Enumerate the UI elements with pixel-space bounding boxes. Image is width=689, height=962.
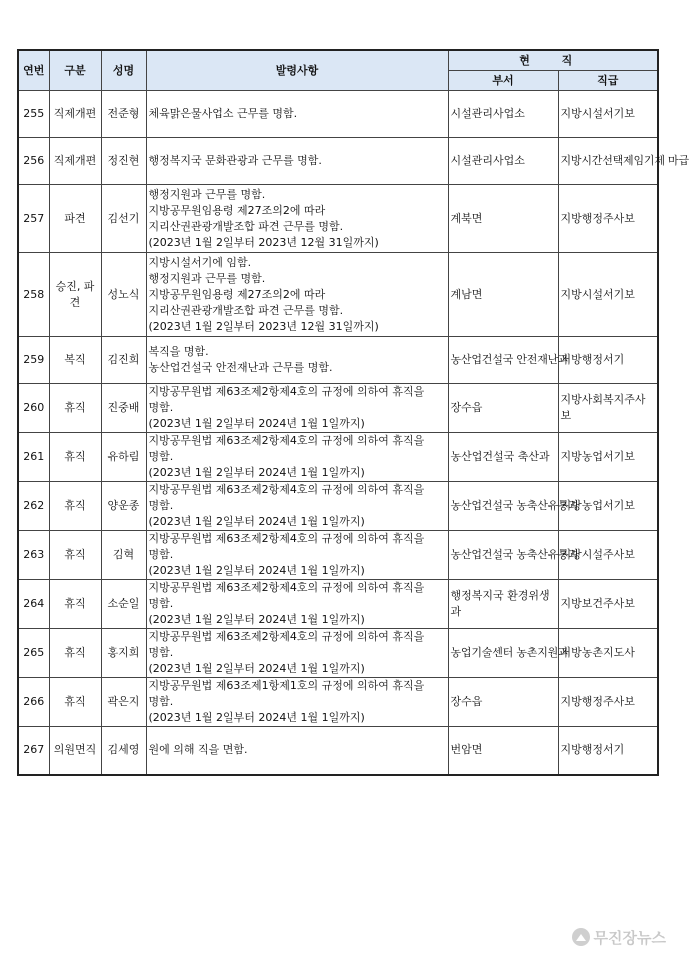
detail-line: 명함.: [148, 450, 174, 463]
row-category: 복직: [49, 337, 101, 384]
row-dept: 번암면: [448, 727, 558, 775]
row-category: 직제개편: [49, 91, 101, 138]
detail-line: (2023년 1월 2일부터 2024년 1월 1일까지): [148, 515, 365, 528]
detail-line: 체육맑은물사업소 근무를 명함.: [148, 107, 298, 120]
row-details: [146, 185, 448, 253]
row-name: 김선기: [101, 185, 146, 253]
detail-line: 지방공무원법 제63조제2항제4호의 규정에 의하여 휴직을: [148, 385, 425, 398]
row-details: [146, 253, 448, 337]
detail-line: 행정지원과 근무를 명함.: [148, 271, 266, 285]
row-details: [146, 531, 448, 580]
row-name: 진중배: [101, 384, 146, 433]
row-dept: 시설관리사업소: [448, 138, 558, 185]
row-dept: 농업기술센터 농촌지원과: [448, 629, 558, 678]
detail-line: 지방공무원법 제63조제1항제1호의 규정에 의하여 휴직을: [148, 679, 425, 692]
detail-line: 농산업건설국 안전재난과 근무를 명함.: [148, 361, 333, 374]
row-name: 양운종: [101, 482, 146, 531]
header-current-position: 현 직: [448, 50, 658, 71]
row-grade: 지방농업서기보: [558, 482, 658, 531]
row-grade: 지방농업서기보: [558, 433, 658, 482]
detail-line: (2023년 1월 2일부터 2023년 12월 31일까지): [148, 319, 379, 333]
row-dept: 농산업건설국 농축산유통과: [448, 531, 558, 580]
detail-line: 명함.: [148, 695, 174, 708]
detail-line: 지방공무원법 제63조제2항제4호의 규정에 의하여 휴직을: [148, 630, 425, 643]
detail-line: 지방공무원법 제63조제2항제4호의 규정에 의하여 휴직을: [148, 532, 425, 545]
row-number: 257: [18, 185, 49, 253]
row-name: 곽은지: [101, 678, 146, 727]
row-category: 승진, 파견: [49, 253, 101, 337]
row-grade: 지방사회복지주사보: [558, 384, 658, 433]
header-no: 연번: [18, 50, 49, 91]
row-details: [146, 678, 448, 727]
detail-line: (2023년 1월 2일부터 2024년 1월 1일까지): [148, 711, 365, 724]
table-row: [18, 727, 658, 775]
row-category: 휴직: [49, 629, 101, 678]
row-dept: 농산업건설국 축산과: [448, 433, 558, 482]
table-body: [18, 91, 689, 775]
watermark-text: 무진장뉴스: [593, 928, 666, 947]
table-row: [18, 91, 658, 138]
table-row: [18, 629, 658, 678]
detail-line: 행정지원과 근무를 명함.: [148, 187, 266, 201]
detail-line: 지리산권관광개발조합 파견 근무를 명함.: [148, 303, 344, 317]
row-number: 262: [18, 482, 49, 531]
row-name: 김세영: [101, 727, 146, 775]
row-dept: 장수읍: [448, 384, 558, 433]
row-number: 265: [18, 629, 49, 678]
table-row: [18, 482, 658, 531]
detail-line: 명함.: [148, 646, 174, 659]
row-dept: 시설관리사업소: [448, 91, 558, 138]
detail-line: 명함.: [148, 401, 174, 414]
row-category: 휴직: [49, 482, 101, 531]
row-category: 휴직: [49, 580, 101, 629]
header-category: 구분: [49, 50, 101, 91]
table-header: [18, 50, 658, 91]
row-details: [146, 727, 448, 775]
row-number: 263: [18, 531, 49, 580]
row-dept: 계북면: [448, 185, 558, 253]
row-category: 휴직: [49, 384, 101, 433]
row-dept: 농산업건설국 안전재난과: [448, 337, 558, 384]
detail-line: 명함.: [148, 499, 174, 512]
detail-line: (2023년 1월 2일부터 2023년 12월 31일까지): [148, 235, 379, 249]
row-name: 소순일: [101, 580, 146, 629]
row-number: 256: [18, 138, 49, 185]
detail-line: 지방공무원법 제63조제2항제4호의 규정에 의하여 휴직을: [148, 483, 425, 496]
detail-line: 지방공무원법 제63조제2항제4호의 규정에 의하여 휴직을: [148, 581, 425, 594]
row-number: 261: [18, 433, 49, 482]
header-grade: 직급: [558, 71, 658, 91]
detail-line: 명함.: [148, 548, 174, 561]
table-row: [18, 531, 658, 580]
detail-line: 원에 의해 직을 면함.: [148, 743, 248, 757]
detail-line: (2023년 1월 2일부터 2024년 1월 1일까지): [148, 662, 365, 675]
row-grade: 지방행정주사보: [558, 678, 658, 727]
row-name: 정진현: [101, 138, 146, 185]
row-category: 휴직: [49, 678, 101, 727]
row-category: 의원면직: [49, 727, 101, 775]
detail-line: 지방공무원임용령 제27조의2에 따라: [148, 287, 326, 301]
row-grade: 지방보건주사보: [558, 580, 658, 629]
row-grade: 지방시간선택제임기제 마급: [558, 138, 658, 185]
row-dept: 계남면: [448, 253, 558, 337]
row-category: 휴직: [49, 531, 101, 580]
row-dept: 농산업건설국 농축산유통과: [448, 482, 558, 531]
row-category: 파견: [49, 185, 101, 253]
row-dept: 행정복지국 환경위생과: [448, 580, 558, 629]
row-details: [146, 337, 448, 384]
detail-line: (2023년 1월 2일부터 2024년 1월 1일까지): [148, 417, 365, 430]
row-name: 김혁: [101, 531, 146, 580]
header-details: 발령사항: [146, 50, 448, 91]
row-details: [146, 91, 448, 138]
detail-line: 지리산권관광개발조합 파견 근무를 명함.: [148, 219, 344, 233]
row-grade: 지방행정서기: [558, 727, 658, 775]
detail-line: 명함.: [148, 597, 174, 610]
table-row: [18, 185, 658, 253]
table-row: [18, 384, 658, 433]
detail-line: 지방시설서기에 임함.: [148, 255, 252, 269]
row-details: [146, 384, 448, 433]
row-name: 김진희: [101, 337, 146, 384]
watermark: [572, 926, 666, 948]
row-details: [146, 580, 448, 629]
table-row: [18, 433, 658, 482]
row-grade: 지방시설주사보: [558, 531, 658, 580]
detail-line: (2023년 1월 2일부터 2024년 1월 1일까지): [148, 466, 365, 479]
row-grade: 지방농촌지도사: [558, 629, 658, 678]
row-grade: 지방행정서기: [558, 337, 658, 384]
row-name: 유하림: [101, 433, 146, 482]
row-category: 휴직: [49, 433, 101, 482]
row-details: [146, 433, 448, 482]
detail-line: 지방공무원법 제63조제2항제4호의 규정에 의하여 휴직을: [148, 434, 425, 447]
header-name: 성명: [101, 50, 146, 91]
appointment-table: [17, 49, 689, 776]
detail-line: (2023년 1월 2일부터 2024년 1월 1일까지): [148, 564, 365, 577]
row-number: 264: [18, 580, 49, 629]
table-row: [18, 580, 658, 629]
row-number: 266: [18, 678, 49, 727]
table-row: [18, 138, 658, 185]
table-row: [18, 337, 658, 384]
row-grade: 지방행정주사보: [558, 185, 658, 253]
row-name: 성노식: [101, 253, 146, 337]
table-row: [18, 678, 658, 727]
detail-line: 지방공무원임용령 제27조의2에 따라: [148, 203, 326, 217]
row-number: 267: [18, 727, 49, 775]
row-details: [146, 629, 448, 678]
row-dept: 장수읍: [448, 678, 558, 727]
header-dept: 부서: [448, 71, 558, 91]
row-details: [146, 482, 448, 531]
row-number: 258: [18, 253, 49, 337]
table-row: [18, 253, 658, 337]
detail-line: 복직을 명함.: [148, 345, 209, 358]
row-number: 260: [18, 384, 49, 433]
row-number: 259: [18, 337, 49, 384]
mountain-logo-icon: [572, 928, 590, 946]
row-grade: 지방시설서기보: [558, 91, 658, 138]
row-details: [146, 138, 448, 185]
row-grade: 지방시설서기보: [558, 253, 658, 337]
row-name: 홍지희: [101, 629, 146, 678]
detail-line: 행정복지국 문화관광과 근무를 명함.: [148, 154, 322, 167]
detail-line: (2023년 1월 2일부터 2024년 1월 1일까지): [148, 613, 365, 626]
row-number: 255: [18, 91, 49, 138]
row-name: 전준형: [101, 91, 146, 138]
row-category: 직제개편: [49, 138, 101, 185]
